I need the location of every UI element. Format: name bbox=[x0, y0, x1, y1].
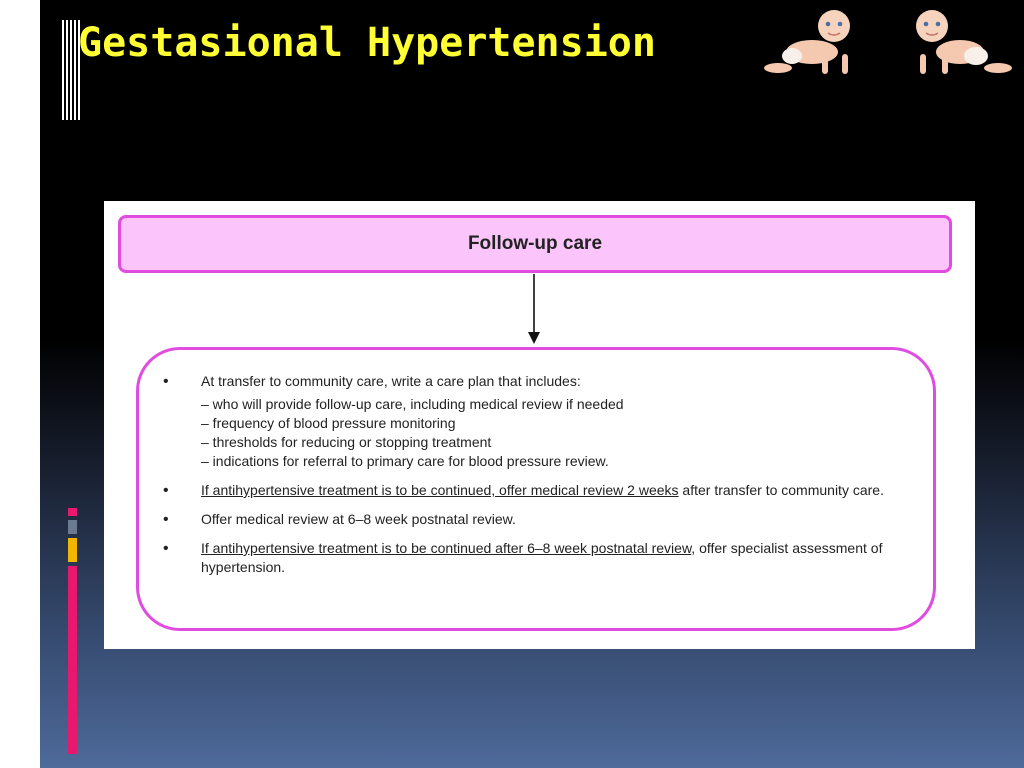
flowchart-header: Follow-up care bbox=[118, 215, 952, 273]
bullet-item bbox=[163, 481, 905, 500]
sub-item: – thresholds for reducing or stopping treatment bbox=[201, 434, 492, 450]
accent-bar-gray bbox=[68, 520, 77, 534]
bullet-item bbox=[163, 510, 905, 529]
accent-bar-yellow bbox=[68, 538, 77, 562]
slide-title: Gestasional Hypertension bbox=[78, 20, 656, 66]
accent-bar-pink bbox=[68, 508, 77, 516]
bullet-text: Offer medical review at 6–8 week postnatal review. bbox=[201, 511, 516, 527]
left-margin bbox=[0, 0, 40, 768]
bullet-text: At transfer to community care, write a care plan that includes: bbox=[201, 373, 581, 389]
sub-item: – who will provide follow-up care, including medical review if needed bbox=[201, 396, 624, 412]
bullet-item bbox=[163, 372, 905, 471]
crawling-baby-icon bbox=[762, 4, 870, 76]
sub-list bbox=[201, 395, 905, 471]
bullet-text: after transfer to community care. bbox=[678, 482, 884, 498]
sub-item: – indications for referral to primary care for blood pressure review. bbox=[201, 453, 609, 469]
sub-item: – frequency of blood pressure monitoring bbox=[201, 415, 456, 431]
underlined-text: If antihypertensive treatment is to be continued after 6–8 week postnatal review bbox=[201, 540, 692, 556]
bullet-item bbox=[163, 539, 905, 577]
down-arrow-icon bbox=[524, 274, 544, 346]
crawling-baby-icon bbox=[906, 4, 1014, 76]
follow-up-care-flowchart bbox=[104, 201, 975, 649]
accent-bar-pink-long bbox=[68, 566, 77, 754]
underlined-text: If antihypertensive treatment is to be continued, offer medical review 2 weeks bbox=[201, 482, 679, 498]
bullet-list bbox=[163, 372, 905, 587]
bullet-text: , offer specialist assessment of hypertension. bbox=[201, 540, 883, 575]
decorative-stripes bbox=[60, 20, 80, 120]
flowchart-content-box bbox=[136, 347, 936, 631]
